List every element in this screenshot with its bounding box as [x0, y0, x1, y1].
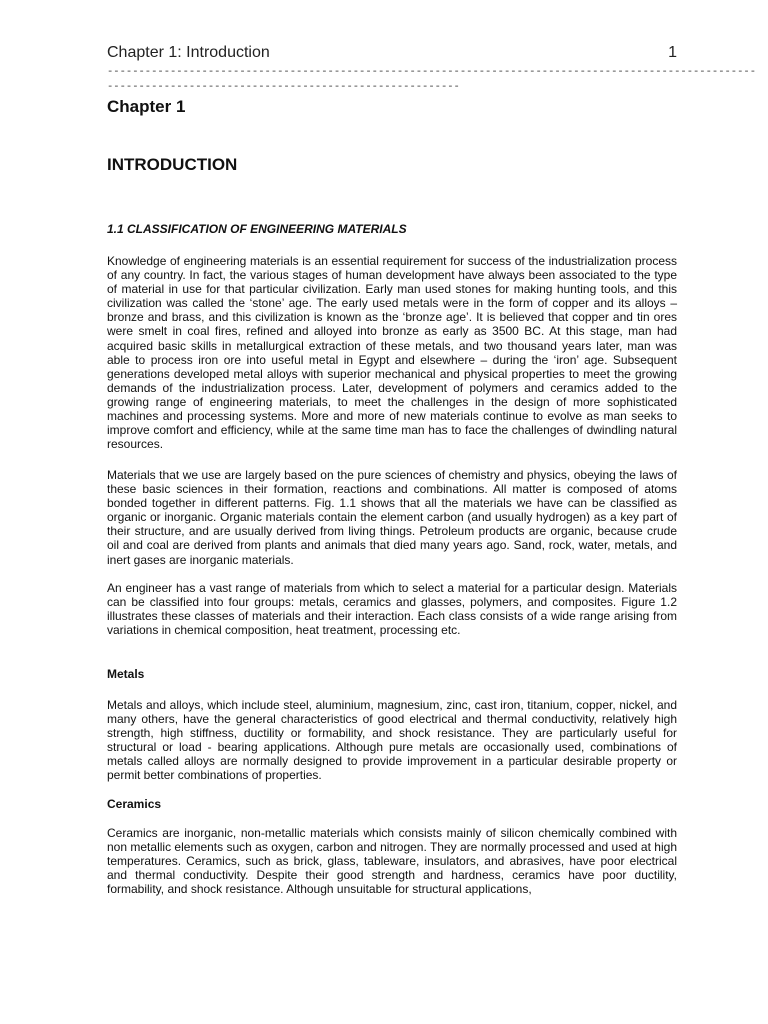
paragraph-history: Knowledge of engineering materials is an essential requirement for success of the industrialization process of any country. In fact, the various stages of human development have always been associated to the type of material in use for that particular civilization. Early man used stones for making hunting tools, and this civilization was called the ‘stone’ age. The early used metals were in the form of copper and its alloys – bronze and brass, and this civilization is known as the ‘bronze age’. It is believed that copper and tin ores were smelt in coal fires, refined and alloyed into bronze as early as 3500 BC. At this stage, man had acquired basic skills in metallurgical extraction of these metals, and two thousand years later, man was able to process iron ore into useful metal in Egypt and elsewhere – during the ‘iron’ age. Subsequent generations developed metal alloys with superior mechanical and physical properties to meet the growing demands of the industrialization process. Later, development of polymers and ceramics added to the growing range of engineering materials, to meet the challenges in the design of more sophisticated machines and processing systems. More and more of new materials continue to evolve as man seeks to improve comfort and efficiency, while at the same time man has to face the challenges of dwindling natural resources. [107, 254, 677, 452]
running-header [107, 43, 677, 63]
paragraph-metals: Metals and alloys, which include steel, aluminium, magnesium, zinc, cast iron, titanium, copper, nickel, and many others, have the general characteristics of good electrical and thermal conductivity, relatively high strength, high stiffness, ductility or formability, and shock resistance. They are particularly useful for structural or load - bearing applications. Although pure metals are occasionally used, combinations of metals called alloys are normally designed to provide improvement in a particular desirable property or permit better combinations of properties. [107, 698, 677, 783]
paragraph-material-groups: An engineer has a vast range of materials from which to select a material for a particular design. Materials can be classified into four groups: metals, ceramics and glasses, polymers, and composites. Figure 1.2 illustrates these classes of materials and their interaction. Each class consists of a wide range arising from variations in chemical composition, heat treatment, processing etc. [107, 581, 677, 638]
section-heading: 1.1 CLASSIFICATION OF ENGINEERING MATERIALS [107, 222, 407, 236]
chapter-title: INTRODUCTION [107, 155, 238, 174]
subheading-ceramics: Ceramics [107, 797, 162, 811]
header-rule-line-1: ------------------------------------------------------------------------------------------------------- [107, 66, 757, 78]
paragraph-organic-inorganic: Materials that we use are largely based on the pure sciences of chemistry and physics, obeying the laws of these basic sciences in their formation, reactions and combinations. All matter is composed of atoms bonded together in different patterns. Fig. 1.1 shows that all the materials we have can be classified as organic or inorganic. Organic materials contain the element carbon (and usually hydrogen) as a key part of their structure, and are usually derived from living things. Petroleum products are organic, because crude oil and coal are derived from plants and animals that died many years ago. Sand, rock, water, metals, and inert gases are inorganic materials. [107, 468, 677, 567]
page-number: 1 [668, 44, 677, 61]
subheading-metals: Metals [107, 667, 145, 681]
chapter-label: Chapter 1 [107, 97, 186, 116]
paragraph-ceramics: Ceramics are inorganic, non-metallic materials which consists mainly of silicon chemically combined with non metallic elements such as oxygen, carbon and nitrogen. They are normally processed and used at high temperatures. Ceramics, such as brick, glass, tableware, insulators, and abrasives, have poor electrical and thermal conductivity. Despite their good strength and hardness, ceramics have poor ductility, formability, and shock resistance. Although unsuitable for structural applications, [107, 826, 677, 897]
header-rule-line-2: -------------------------------------------------------- [107, 81, 460, 93]
running-header-title: Chapter 1: Introduction [107, 44, 270, 61]
